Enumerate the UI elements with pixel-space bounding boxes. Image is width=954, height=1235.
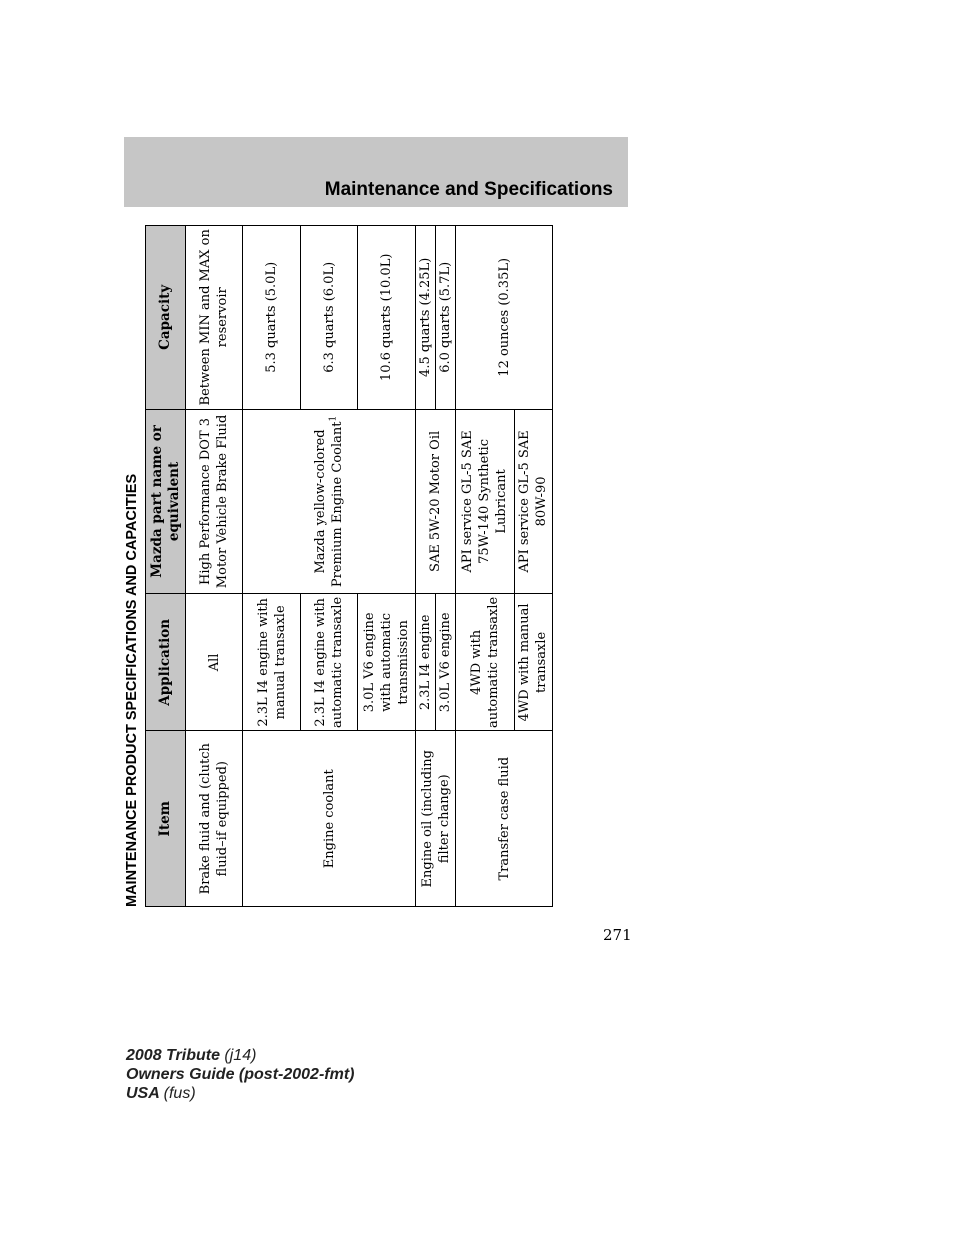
cell-application: 2.3L I4 engine: [415, 594, 435, 731]
footer-line-2: [126, 1065, 354, 1084]
section-title: MAINTENANCE PRODUCT SPECIFICATIONS AND CAPACITIES: [124, 473, 140, 907]
cell-application: 3.0L V6 engine: [436, 594, 456, 731]
chapter-title: Maintenance and Specifications: [324, 179, 613, 200]
part-text: Mazda yellow-colored Premium Engine Coolant: [313, 421, 346, 588]
cell-item: Engine oil (including filter change): [415, 731, 455, 907]
footer-line-1: [126, 1046, 354, 1065]
cell-application: 3.0L V6 engine with automatic transmission: [358, 594, 415, 731]
table-row: [243, 226, 300, 907]
footer-market-code: (fus): [163, 1085, 196, 1102]
cell-item: Engine coolant: [243, 731, 415, 907]
header-band: [124, 137, 628, 207]
cell-application: 2.3L I4 engine with manual transaxle: [243, 594, 300, 731]
cell-part: API service GL-5 SAE 80W-90: [514, 409, 552, 594]
cell-application: 4WD with manual transaxle: [514, 594, 552, 731]
cell-part: [243, 409, 415, 594]
footer-guide: Owners Guide (post-2002-fmt): [126, 1066, 355, 1083]
rotated-inner: [120, 224, 556, 907]
cell-capacity: Between MIN and MAX on reservoir: [186, 226, 243, 410]
cell-application: 4WD with automatic transaxle: [456, 594, 514, 731]
footer-market: USA: [126, 1085, 160, 1102]
footnote-marker: 1: [328, 415, 339, 422]
footer-model: 2008 Tribute: [126, 1047, 220, 1064]
column-header-item: Item: [146, 731, 186, 907]
footer-model-code: (j14): [224, 1047, 257, 1064]
column-header-application: Application: [146, 594, 186, 731]
cell-part: API service GL-5 SAE 75W-140 Synthetic Lubricant: [456, 409, 514, 594]
cell-part: High Performance DOT 3 Motor Vehicle Brake Fluid: [186, 409, 243, 594]
cell-capacity: 10.6 quarts (10.0L): [358, 226, 415, 410]
cell-capacity: 6.0 quarts (5.7L): [436, 226, 456, 410]
cell-capacity: 4.5 quarts (4.25L): [415, 226, 435, 410]
cell-application: All: [186, 594, 243, 731]
cell-capacity: 5.3 quarts (5.0L): [243, 226, 300, 410]
footer: [126, 1046, 354, 1103]
rotated-content: [120, 224, 556, 907]
column-header-part-name: Mazda part name or equivalent: [146, 409, 186, 594]
cell-application: 2.3L I4 engine with automatic transaxle: [300, 594, 357, 731]
cell-part: SAE 5W-20 Motor Oil: [415, 409, 455, 594]
specifications-table: [145, 225, 553, 907]
cell-capacity: 6.3 quarts (6.0L): [300, 226, 357, 410]
table-header-row: [146, 226, 186, 907]
footer-line-3: [126, 1084, 354, 1103]
column-header-capacity: Capacity: [146, 226, 186, 410]
cell-item: Transfer case fluid: [456, 731, 553, 907]
table-row: [415, 226, 435, 907]
table-row: [186, 226, 243, 907]
cell-item: Brake fluid and (clutch fluid–if equipped): [186, 731, 243, 907]
table-row: [456, 226, 514, 907]
page-number: 271: [603, 926, 632, 944]
cell-capacity: 12 ounces (0.35L): [456, 226, 553, 410]
